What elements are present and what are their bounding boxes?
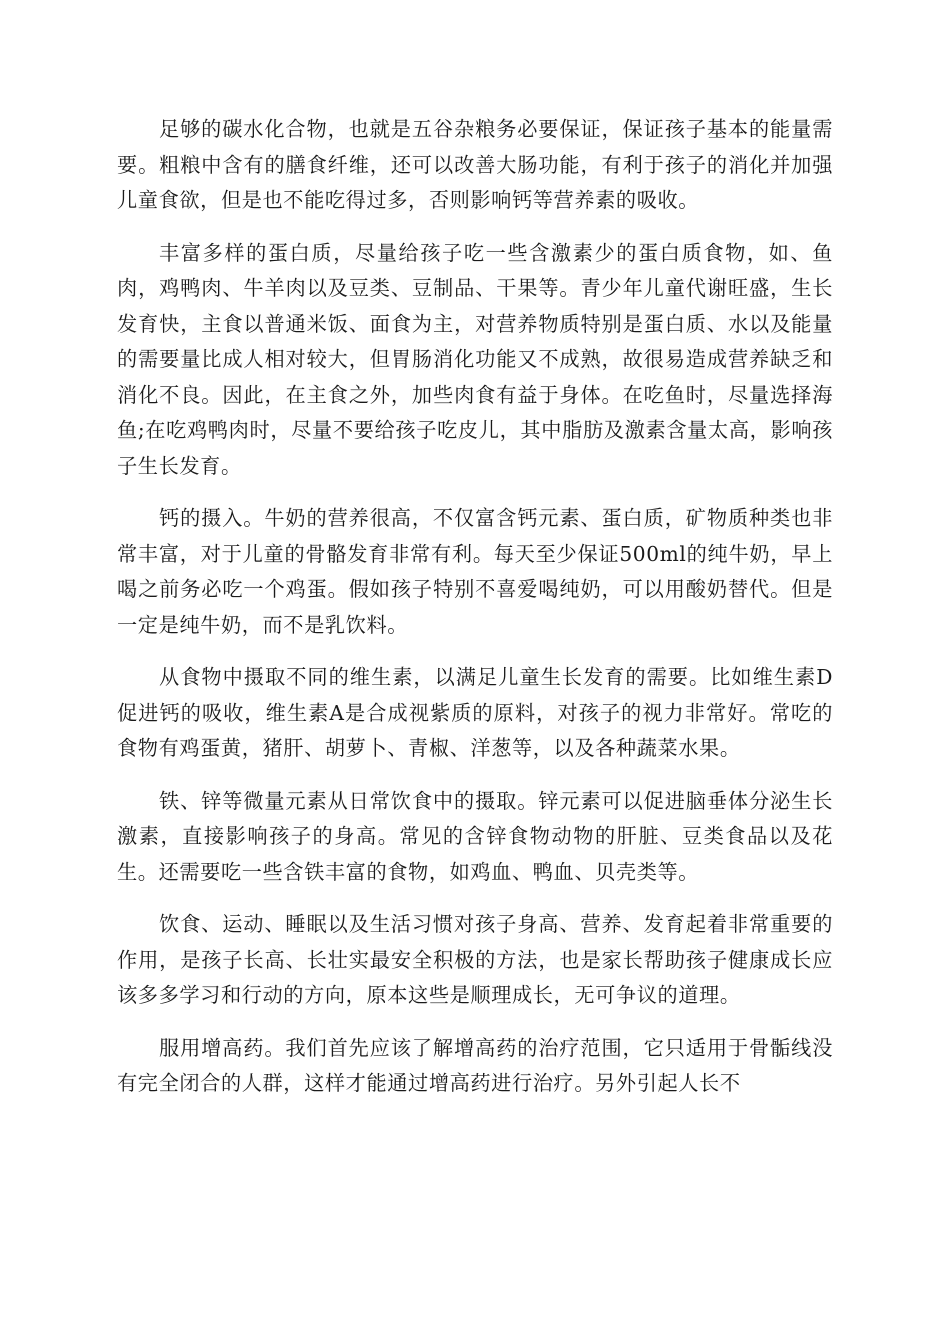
paragraph-trace-elements: 铁、锌等微量元素从日常饮食中的摄取。锌元素可以促进脑垂体分泌生长激素，直接影响孩子的身高。常见的含锌食物动物的肝脏、豆类食品以及花生。还需要吃一些含铁丰富的食物，如鸡血、鸭血、贝壳类等。 [117,788,833,884]
document-body [117,112,833,1119]
paragraph-calcium: 钙的摄入。牛奶的营养很高，不仅富含钙元素、蛋白质，矿物质种类也非常丰富，对于儿童的骨骼发育非常有利。每天至少保证500ml的纯牛奶，早上喝之前务必吃一个鸡蛋。假如孩子特别不喜爱喝纯奶，可以用酸奶替代。但是一定是纯牛奶，而不是乳饮料。 [117,506,833,637]
paragraph-lifestyle: 饮食、运动、睡眠以及生活习惯对孩子身高、营养、发育起着非常重要的作用，是孩子长高、长壮实最安全积极的方法，也是家长帮助孩子健康成长应该多多学习和行动的方向，原本这些是顺理成长，无可争议的道理。 [117,912,833,1007]
paragraph-growth-medicine: 服用增高药。我们首先应该了解增高药的治疗范围，它只适用于骨骺线没有完全闭合的人群，这样才能通过增高药进行治疗。另外引起人长不 [117,1035,833,1095]
paragraph-protein: 丰富多样的蛋白质，尽量给孩子吃一些含激素少的蛋白质食物，如、鱼肉，鸡鸭肉、牛羊肉以及豆类、豆制品、干果等。青少年儿童代谢旺盛，生长发育快，主食以普通米饭、面食为主，对营养物质特别是蛋白质、水以及能量的需要量比成人相对较大，但胃肠消化功能又不成熟，故很易造成营养缺乏和消化不良。因此，在主食之外，加些肉食有益于身体。在吃鱼时，尽量选择海鱼;在吃鸡鸭肉时，尽量不要给孩子吃皮儿，其中脂肪及激素含量太高，影响孩子生长发育。 [117,240,833,478]
paragraph-carbohydrates: 足够的碳水化合物，也就是五谷杂粮务必要保证，保证孩子基本的能量需要。粗粮中含有的膳食纤维，还可以改善大肠功能，有利于孩子的消化并加强儿童食欲，但是也不能吃得过多，否则影响钙等营养素的吸收。 [117,117,833,212]
paragraph-vitamins: 从食物中摄取不同的维生素，以满足儿童生长发育的需要。比如维生素D促进钙的吸收，维生素A是合成视紫质的原料，对孩子的视力非常好。常吃的食物有鸡蛋黄，猪肝、胡萝卜、青椒、洋葱等，以及各种蔬菜水果。 [117,665,833,760]
